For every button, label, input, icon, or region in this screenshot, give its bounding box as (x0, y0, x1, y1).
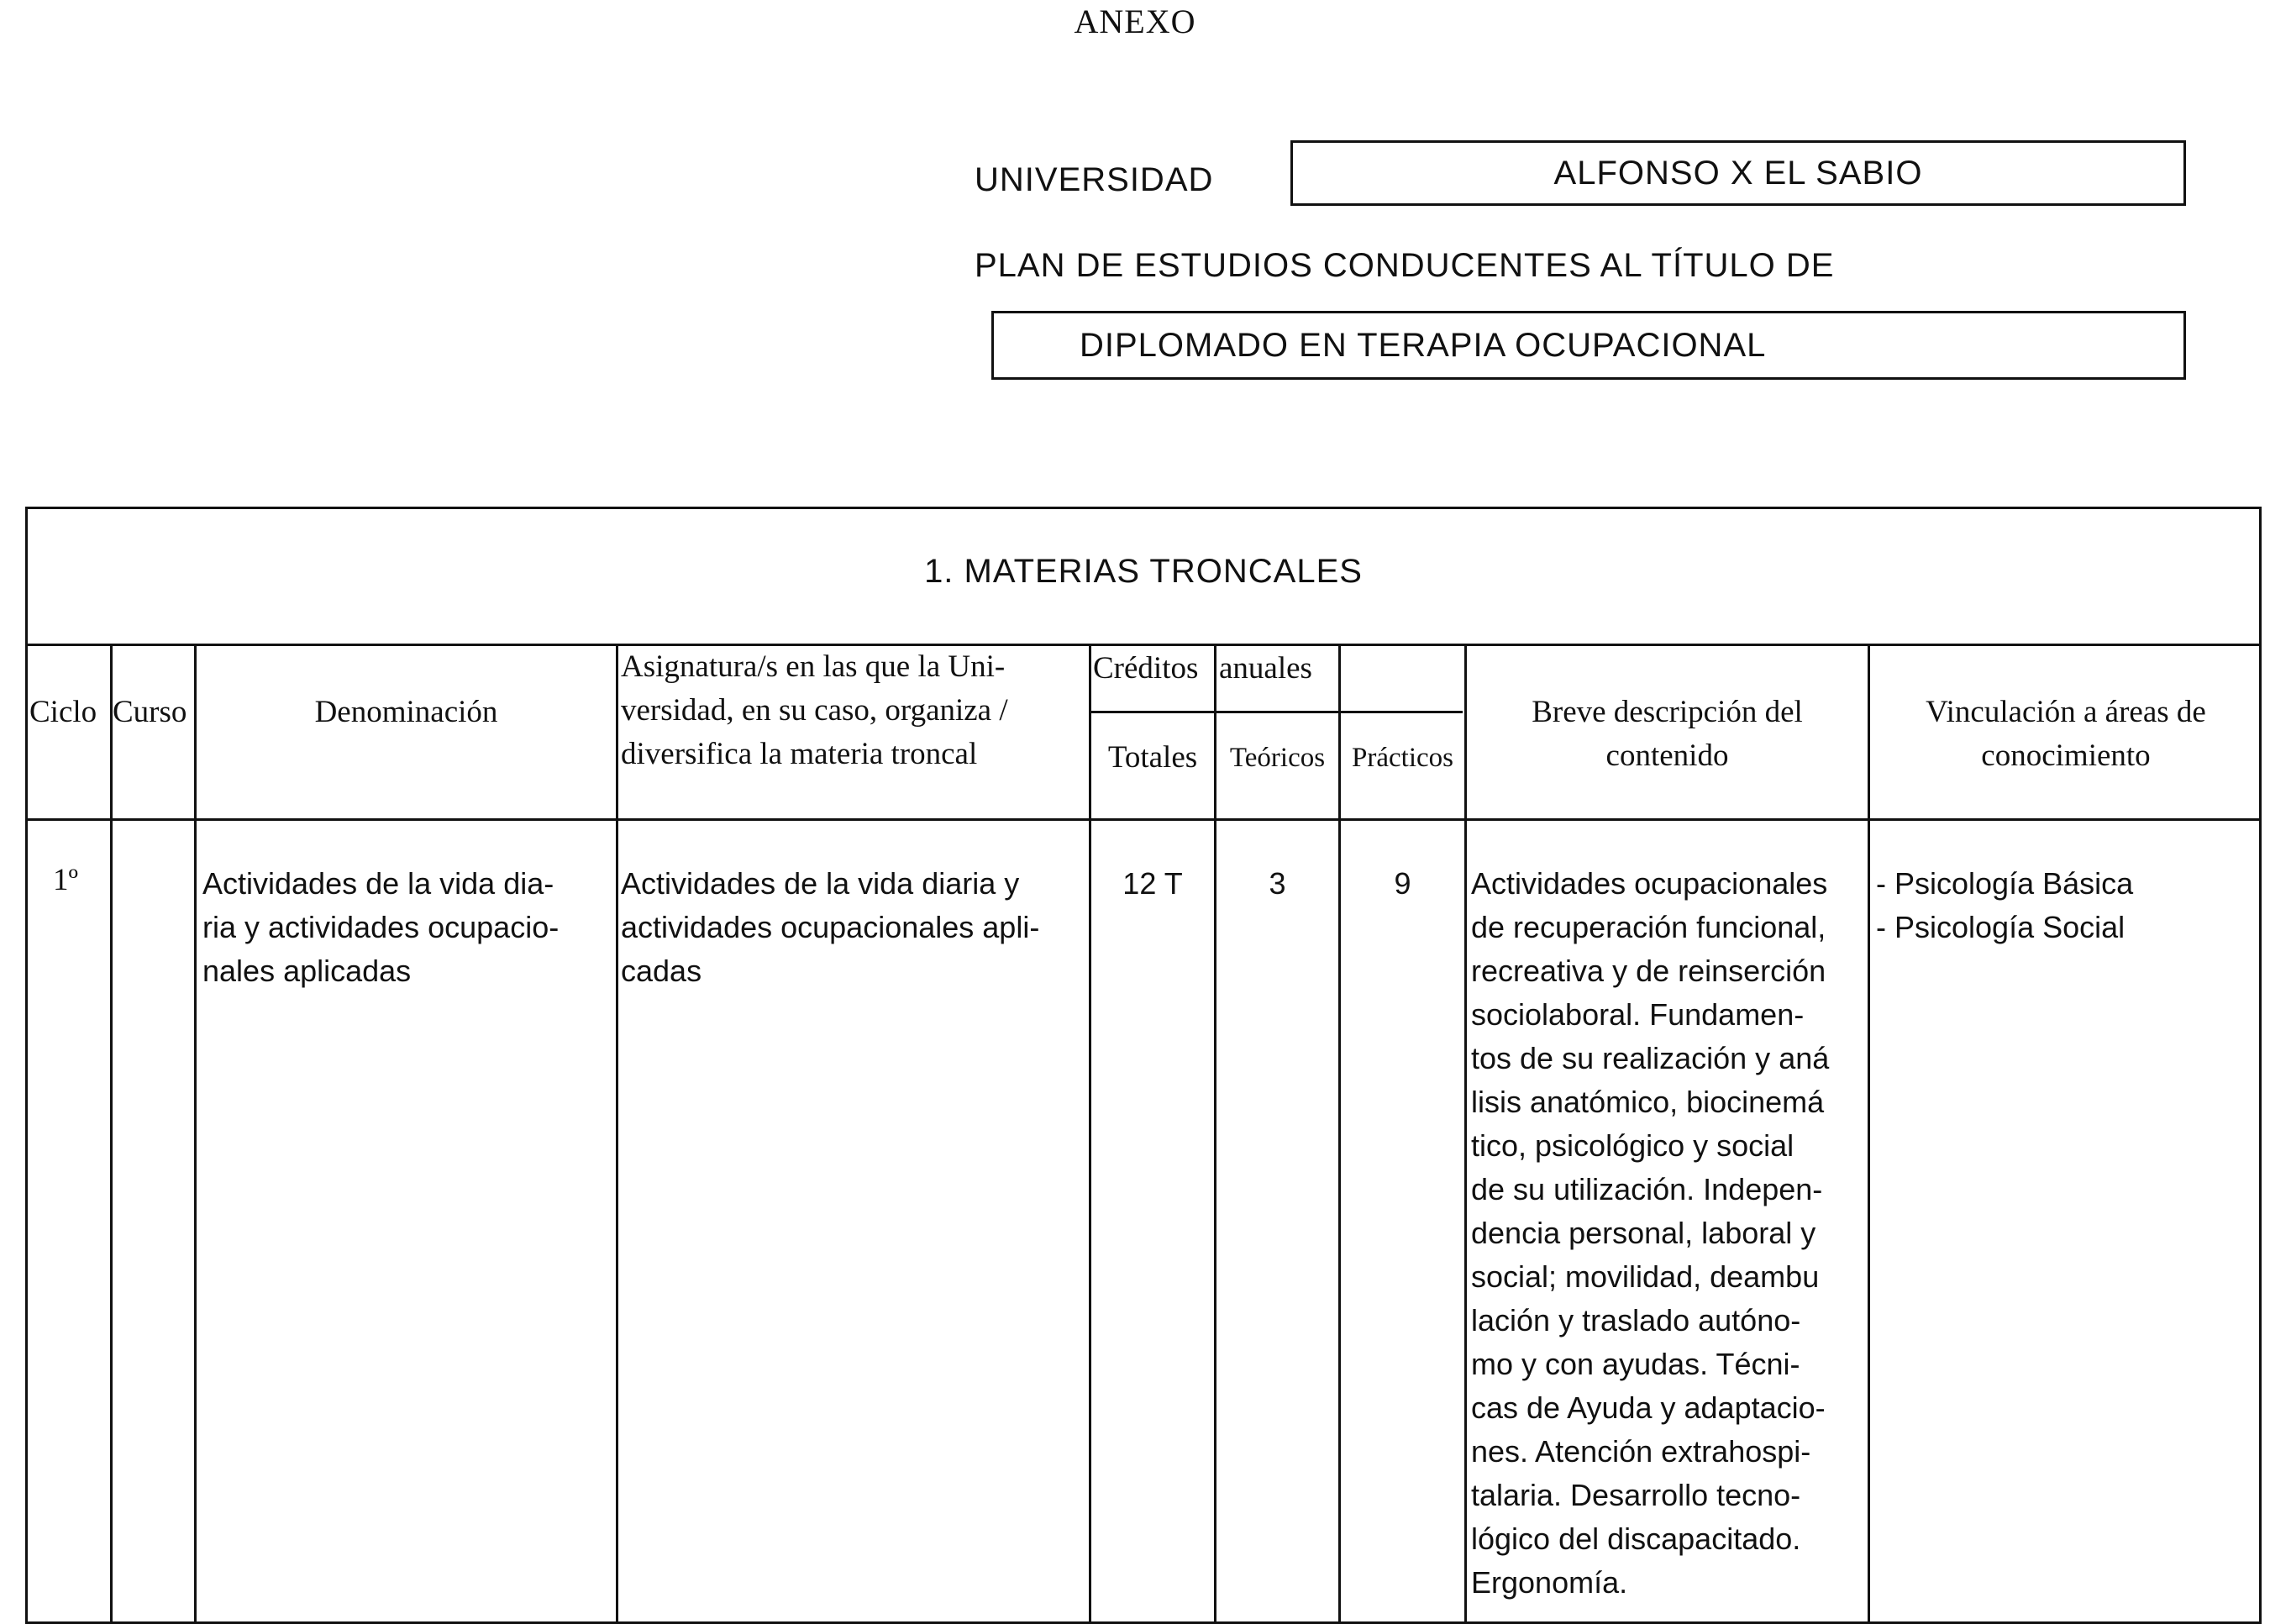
descripcion-line: tos de su realización y aná (1471, 1041, 1830, 1075)
descripcion-line: nes. Atención extrahospi- (1471, 1434, 1811, 1469)
col-rule-1 (110, 644, 113, 1621)
troncales-table (25, 507, 2262, 1624)
header-practicos: Prácticos (1352, 743, 1453, 773)
descripcion-line: recreativa y de reinserción (1471, 954, 1826, 988)
header-asignatura (621, 645, 1089, 776)
header-descripcion-line: contenido (1605, 738, 1729, 773)
descripcion-line: lación y traslado autóno- (1471, 1303, 1801, 1338)
university-label: UNIVERSIDAD (975, 161, 1214, 198)
col-rule-5 (1214, 644, 1216, 1621)
denominacion-line: ria y actividades ocupacio- (202, 910, 560, 944)
asignatura-line: Actividades de la vida diaria y (621, 866, 1020, 901)
col-rule-6 (1338, 644, 1341, 1621)
denominacion-line: Actividades de la vida dia- (202, 866, 554, 901)
header-vinculacion (1870, 691, 2262, 778)
denominacion-line: nales aplicadas (202, 954, 412, 988)
header-vinculacion-line: Vinculación a áreas de (1926, 695, 2206, 729)
plan-label: PLAN DE ESTUDIOS CONDUCENTES AL TÍTULO DE (975, 247, 1835, 284)
row-descripcion (1471, 862, 1866, 1605)
header-curso: Curso (113, 695, 187, 729)
descripcion-line: lisis anatómico, biocinemá (1471, 1085, 1825, 1119)
descripcion-line: Ergonomía. (1471, 1565, 1628, 1600)
descripcion-line: sociolaboral. Fundamen- (1471, 997, 1805, 1032)
descripcion-line: de su utilización. Indepen- (1471, 1172, 1823, 1206)
descripcion-line: mo y con ayudas. Técni- (1471, 1347, 1800, 1381)
header-ciclo: Ciclo (29, 695, 97, 729)
annex-title: ANEXO (1074, 3, 1196, 40)
col-rule-8 (1868, 644, 1870, 1621)
vinculacion-line: - Psicología Social (1876, 910, 2125, 944)
col-rule-7 (1464, 644, 1467, 1621)
header-vinculacion-line: conocimiento (1981, 738, 2151, 773)
section-title: 1. MATERIAS TRONCALES (924, 553, 1363, 590)
header-totales: Totales (1107, 740, 1198, 775)
asignatura-line: actividades ocupacionales apli- (621, 910, 1040, 944)
header-bottom-rule (28, 818, 2259, 821)
descripcion-line: talaria. Desarrollo tecno- (1471, 1478, 1801, 1512)
header-teoricos: Teóricos (1229, 743, 1326, 773)
row-teoricos: 3 (1269, 866, 1286, 901)
row-ciclo: 1º (53, 863, 78, 897)
row-vinculacion (1876, 862, 2261, 949)
asignatura-line: cadas (621, 954, 702, 988)
descripcion-line: social; movilidad, deambu (1471, 1259, 1820, 1294)
header-asignatura-line: versidad, en su caso, organiza / (621, 693, 1008, 728)
university-name-box (1290, 140, 2186, 206)
degree-title-box (991, 311, 2186, 380)
header-anuales: anuales (1219, 651, 1312, 686)
row-asignatura (621, 862, 1087, 993)
header-asignatura-line: Asignatura/s en las que la Uni- (621, 649, 1006, 684)
descripcion-line: lógico del discapacitado. (1471, 1522, 1801, 1556)
header-asignatura-line: diversifica la materia troncal (621, 737, 978, 771)
degree-title: DIPLOMADO EN TERAPIA OCUPACIONAL (1080, 326, 1767, 364)
header-top-rule (28, 644, 2259, 646)
descripcion-line: dencia personal, laboral y (1471, 1216, 1816, 1250)
header-creditos: Créditos (1093, 651, 1199, 686)
university-name: ALFONSO X EL SABIO (1553, 154, 1923, 192)
row-denominacion (202, 862, 614, 993)
descripcion-line: de recuperación funcional, (1471, 910, 1826, 944)
col-rule-3 (616, 644, 618, 1621)
row-totales: 12 T (1122, 866, 1183, 901)
col-rule-4 (1089, 644, 1091, 1621)
vinculacion-line: - Psicología Básica (1876, 866, 2134, 901)
row-practicos: 9 (1394, 866, 1411, 901)
descripcion-line: Actividades ocupacionales (1471, 866, 1828, 901)
col-rule-2 (194, 644, 197, 1621)
descripcion-line: tico, psicológico y social (1471, 1128, 1794, 1163)
header-denominacion: Denominación (314, 695, 498, 729)
header-descripcion (1467, 691, 1868, 778)
creditos-split-rule (1091, 711, 1463, 713)
descripcion-line: cas de Ayuda y adaptacio- (1471, 1390, 1826, 1425)
header-descripcion-line: Breve descripción del (1532, 695, 1803, 729)
